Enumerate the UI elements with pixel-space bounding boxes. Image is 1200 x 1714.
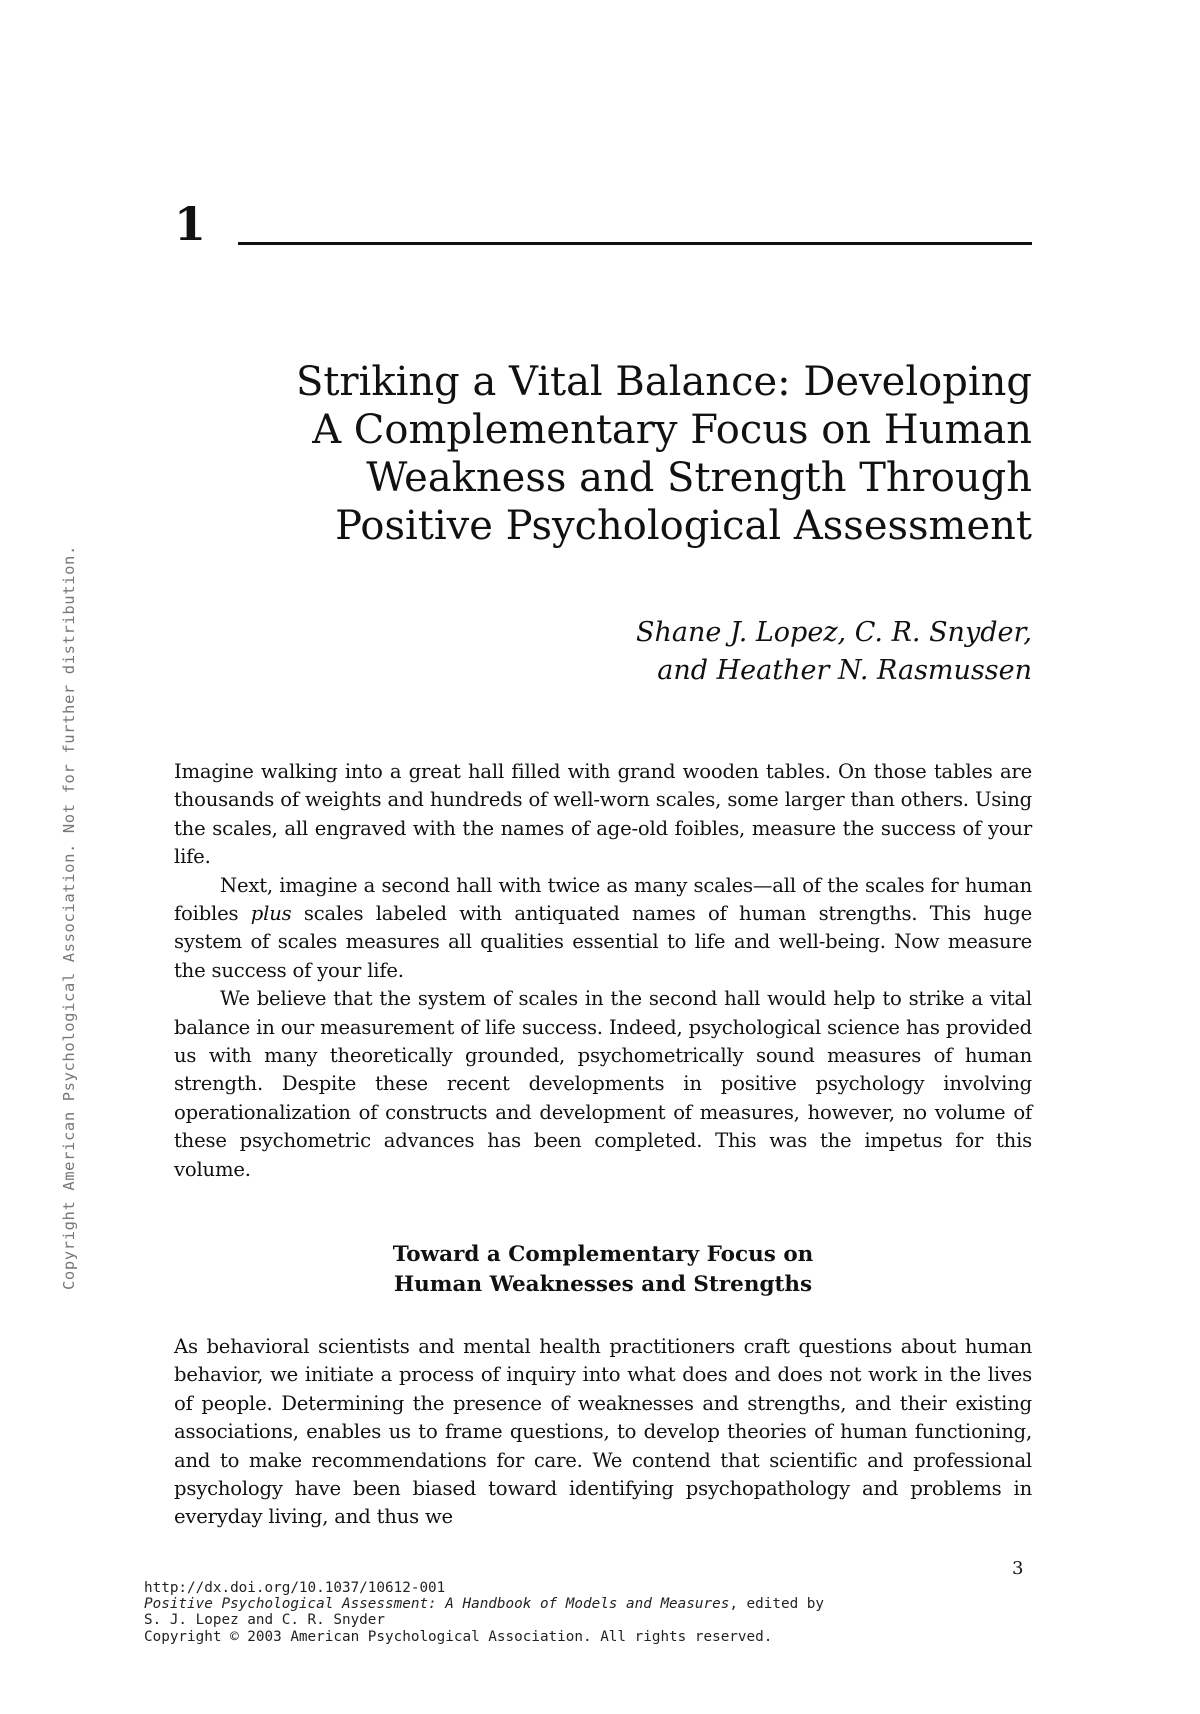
book-title: Positive Psychological Assessment: A Handbook of Models and Measures [144, 1596, 730, 1613]
edited-by: , edited by [729, 1596, 824, 1613]
title-line: A Complementary Focus on Human [312, 407, 1032, 453]
section-heading-line-2: Human Weaknesses and Strengths [393, 1272, 813, 1297]
section-heading [174, 1240, 1032, 1300]
doi-link[interactable]: http://dx.doi.org/10.1037/10612-001 [144, 1580, 446, 1596]
page-number: 3 [1012, 1558, 1024, 1579]
intro-paragraph-2-start: Next, imagine a second hall with twice as many scales—all of the scales for human foibles [174, 873, 1032, 926]
intro-paragraph-2 [174, 872, 1032, 986]
intro-paragraph-3: We believe that the system of scales in the second hall would help to strike a vital balance in our measurement of life success. Indeed, psychological science has provided us with many theoretically grounded, psychometrically sound measures of human strength. Despite these recent developments in positive psychology involving operationalization of constructs and development of measures, however, no volume of these psychometric advances has been completed. This was the impetus for this volume. [174, 987, 1032, 1181]
chapter-rule [238, 242, 1032, 245]
emphasis-plus: plus [250, 902, 292, 926]
copyright-line: Copyright © 2003 American Psychological Association. All rights reserved. [144, 1628, 773, 1645]
intro-paragraph-2-end: scales labeled with antiquated names of human strengths. This huge system of scales measures all qualities essential to life and well-being. Now measure the success of your life. [174, 902, 1032, 982]
author-line: and Heather N. Rasmussen [657, 655, 1032, 686]
section-heading-line-1: Toward a Complementary Focus on [392, 1242, 814, 1267]
chapter-header [174, 196, 1032, 252]
title-line: Striking a Vital Balance: Developing [295, 359, 1032, 405]
editors: S. J. Lopez and C. R. Snyder [144, 1612, 386, 1629]
section-text [174, 1333, 1032, 1532]
title-line: Weakness and Strength Through [366, 455, 1032, 501]
author-byline [332, 614, 1032, 690]
citation-footer [144, 1580, 1044, 1645]
book-citation [144, 1596, 1044, 1612]
chapter-number: 1 [174, 197, 207, 251]
intro-text [174, 758, 1032, 1184]
chapter-title [172, 358, 1032, 550]
title-line: Positive Psychological Assessment [335, 503, 1032, 549]
intro-paragraph-1: Imagine walking into a great hall filled with grand wooden tables. On those tables are thousands of weights and hundreds of well-worn scales, some larger than others. Using the scales, all engraved with the names of age-old foibles, measure the success of your life. [174, 760, 1032, 869]
author-line: Shane J. Lopez, C. R. Snyder, [636, 617, 1032, 648]
copyright-watermark: Copyright American Psychological Association. Not for further distribution. [60, 545, 78, 1290]
section-paragraph-1: As behavioral scientists and mental health practitioners craft questions about human behavior, we initiate a process of inquiry into what does and does not work in the lives of people. Determining the presence of weaknesses and strengths, and their existing associations, enables us to frame questions, to develop theories of human functioning, and to make recommendations for care. We contend that scientific and professional psychology have been biased toward identifying psychopathology and problems in everyday living, and thus we [174, 1335, 1032, 1529]
